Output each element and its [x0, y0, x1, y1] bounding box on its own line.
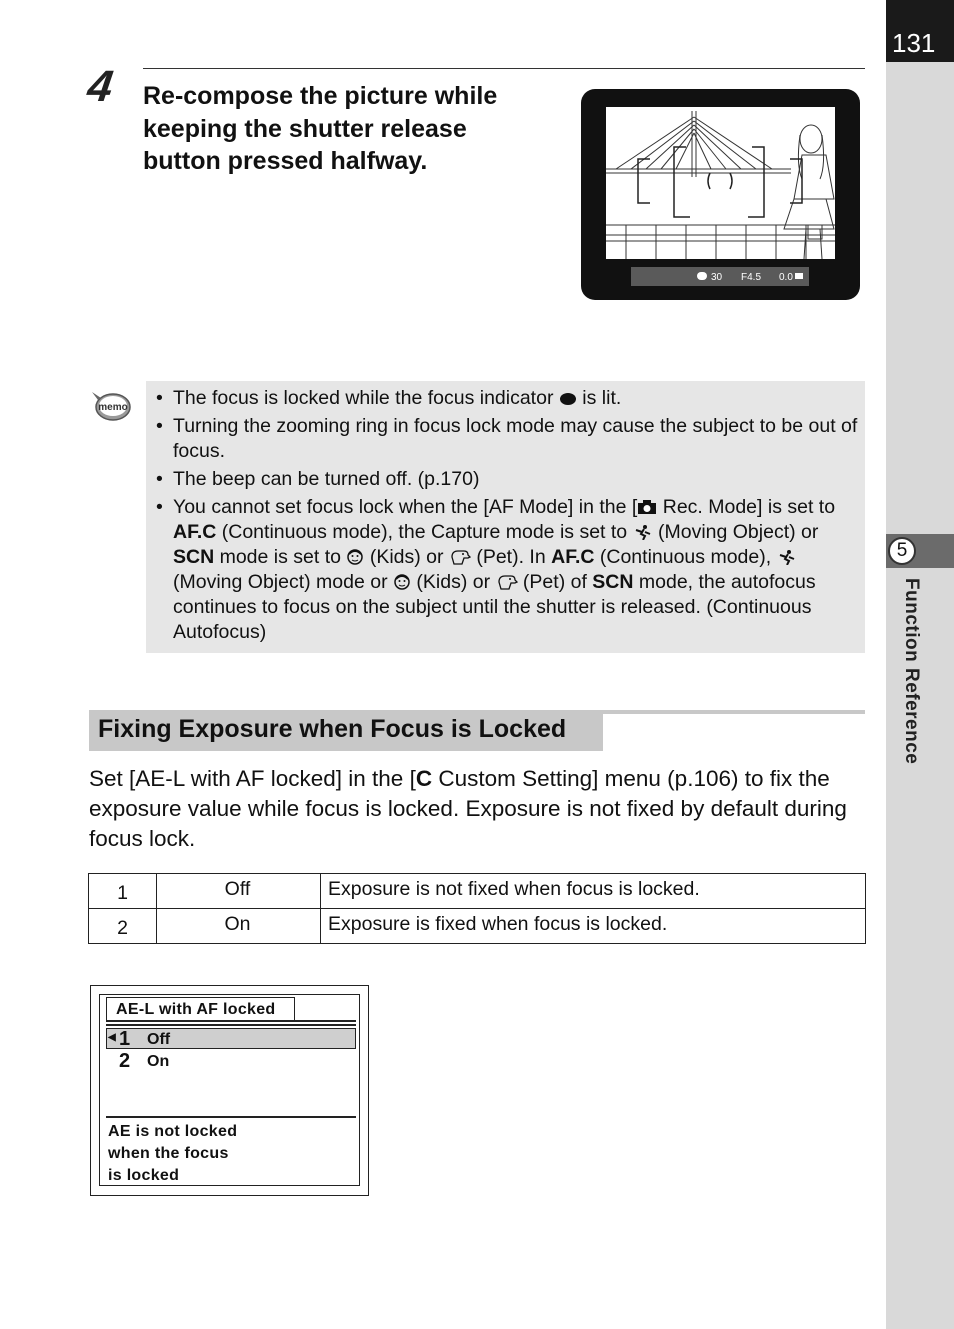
menu-option-on[interactable] — [106, 1051, 356, 1072]
option-label: Off — [157, 874, 321, 909]
memo-item-zoom-ring: • Turning the zooming ring in focus lock mode may cause the subject to be out of focus. — [156, 414, 861, 464]
step-divider — [143, 68, 865, 69]
focus-indicator-icon — [559, 392, 577, 406]
chapter-number: 5 — [888, 537, 916, 565]
menu-divider — [106, 1116, 356, 1118]
menu-option-number: 2 — [119, 1050, 131, 1072]
option-number: 1 — [89, 874, 157, 909]
camera-menu-frame — [99, 994, 360, 1186]
memo-list — [156, 386, 861, 648]
camera-icon — [637, 499, 657, 515]
selection-arrow-icon: ◀ — [108, 1032, 116, 1043]
viewfinder-aperture: F4.5 — [741, 272, 762, 283]
menu-title: AE-L with AF locked — [106, 997, 295, 1021]
menu-option-label: On — [147, 1053, 170, 1070]
battery-icon — [795, 273, 803, 279]
custom-setting-icon: C — [415, 766, 433, 791]
step-number: 4 — [84, 62, 116, 111]
bridge-scene-drawing — [606, 107, 835, 259]
moving-object-icon — [777, 549, 797, 565]
pet-icon — [449, 549, 471, 565]
option-description: Exposure is not fixed when focus is locked. — [321, 874, 866, 909]
chapter-title: Function Reference — [901, 578, 922, 765]
table-row — [89, 909, 866, 944]
kids-icon — [346, 549, 364, 565]
viewfinder-shutter: 30 — [711, 272, 723, 283]
viewfinder-scene — [606, 107, 835, 259]
option-number: 2 — [89, 909, 157, 944]
viewfinder-status-bar — [631, 267, 809, 286]
moving-object-icon — [633, 524, 653, 540]
pet-icon — [496, 574, 518, 590]
viewfinder-illustration — [581, 89, 860, 300]
menu-title-divider — [106, 1020, 356, 1022]
step-instruction: Re-compose the picture while keeping the shutter release button pressed halfway. — [143, 82, 498, 175]
table-row — [89, 874, 866, 909]
memo-item-focus-lock-limits: • You cannot set focus lock when the [AF Mode] in the [ Rec. Mode] is set to AF.C (Continuous mode), the Capture mode is set to (Moving Object) or SCN mode is set to (Kids) or (Pet). In AF.C (Continuous mode), (Moving Object) mode or (Kids) or (Pet) of SCN mode, the autofocus continues to focus on the subject until the shutter is released. (Continuous Autofocus) — [156, 495, 861, 645]
menu-option-number: 1 — [119, 1028, 131, 1050]
options-table — [88, 873, 866, 944]
menu-description: AE is not locked when the focus is locked — [108, 1123, 238, 1184]
memo-item-beep: • The beep can be turned off. (p.170) — [156, 467, 861, 492]
menu-option-label: Off — [147, 1031, 171, 1048]
section-body: Set [AE-L with AF locked] in the [C Custom Setting] menu (p.106) to fix the exposure value while focus is locked. Exposure is not fixed by default during focus lock. — [89, 766, 847, 851]
kids-icon — [393, 574, 411, 590]
viewfinder-exposure-comp: 0.0 — [779, 272, 793, 283]
svg-text:memo: memo — [98, 402, 128, 413]
option-description: Exposure is fixed when focus is locked. — [321, 909, 866, 944]
memo-icon — [89, 388, 133, 424]
memo-item-focus-indicator: • The focus is locked while the focus indicator is lit. — [156, 386, 861, 411]
focus-indicator-icon — [697, 272, 707, 280]
menu-title-divider — [106, 1024, 356, 1026]
section-heading: Fixing Exposure when Focus is Locked — [89, 714, 603, 751]
camera-menu-screen — [90, 985, 369, 1196]
page-number: 131 — [886, 0, 954, 62]
viewfinder-readout — [631, 267, 809, 286]
menu-option-off[interactable] — [106, 1028, 356, 1049]
option-label: On — [157, 909, 321, 944]
